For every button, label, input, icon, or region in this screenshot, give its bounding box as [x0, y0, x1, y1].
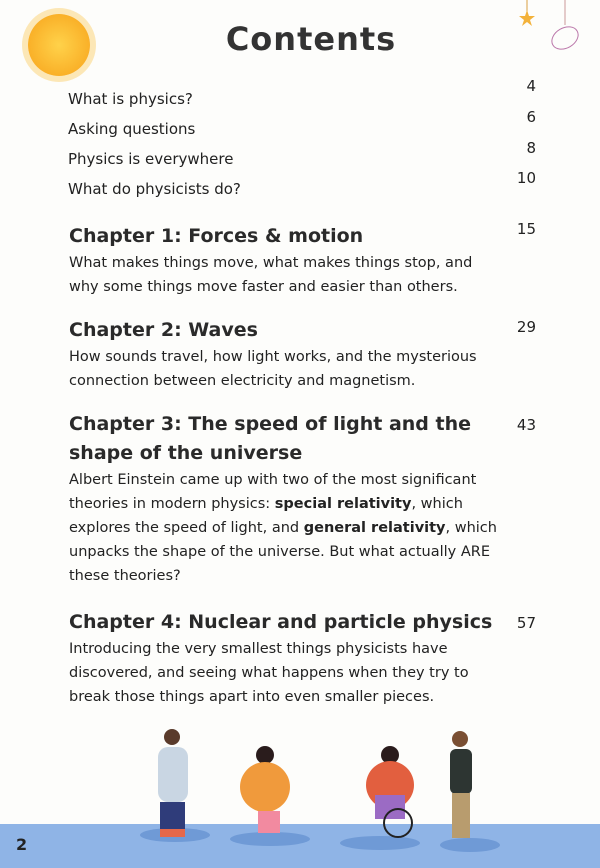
toc-item-page: 10: [516, 169, 536, 187]
chapter-description: Albert Einstein came up with two of the most significant theories in modern physics: special relativity, which explores the speed of light, and general relativity, which unpacks the shape of the universe. But what actually ARE these theories?: [69, 472, 497, 584]
chapter-page: 15: [516, 220, 536, 238]
toc-item-label: What do physicists do?: [68, 180, 241, 198]
toc-item-page: 8: [526, 139, 536, 157]
chapter-entry: [69, 316, 499, 393]
chapter-entry: [69, 410, 499, 588]
toc-item-label: Physics is everywhere: [68, 150, 234, 168]
chapter-page: 57: [516, 614, 536, 632]
toc-item-label: What is physics?: [68, 90, 193, 108]
chapter-entry: [69, 222, 499, 299]
chapter-title: Chapter 1: Forces & motion: [69, 225, 364, 247]
chapter-entry: [69, 608, 499, 709]
chapter-page: 43: [516, 416, 536, 434]
toc-item-page: 4: [526, 77, 536, 95]
physicists-illustration: [140, 725, 520, 855]
toc-item-label: Asking questions: [68, 120, 196, 138]
page-title: Contents: [225, 20, 397, 58]
chapter-title: Chapter 2: Waves: [69, 319, 258, 341]
chapter-description: Introducing the very smallest things physicists have discovered, and seeing what happens when they try to break those things apart into even smaller pieces.: [69, 641, 469, 705]
chapter-description: What makes things move, what makes things stop, and why some things move faster and easier than others.: [69, 255, 473, 295]
chapter-title: Chapter 3: The speed of light and the shape of the universe: [69, 413, 472, 464]
chapter-title: Chapter 4: Nuclear and particle physics: [69, 611, 493, 633]
chapter-page: 29: [516, 318, 536, 336]
term-special-relativity: special relativity: [274, 496, 412, 512]
chapter-description: How sounds travel, how light works, and the mysterious connection between electricity and magnetism.: [69, 349, 477, 389]
page-number: 2: [16, 835, 28, 854]
toc-item-page: 6: [526, 108, 536, 126]
term-general-relativity: general relativity: [303, 520, 446, 536]
